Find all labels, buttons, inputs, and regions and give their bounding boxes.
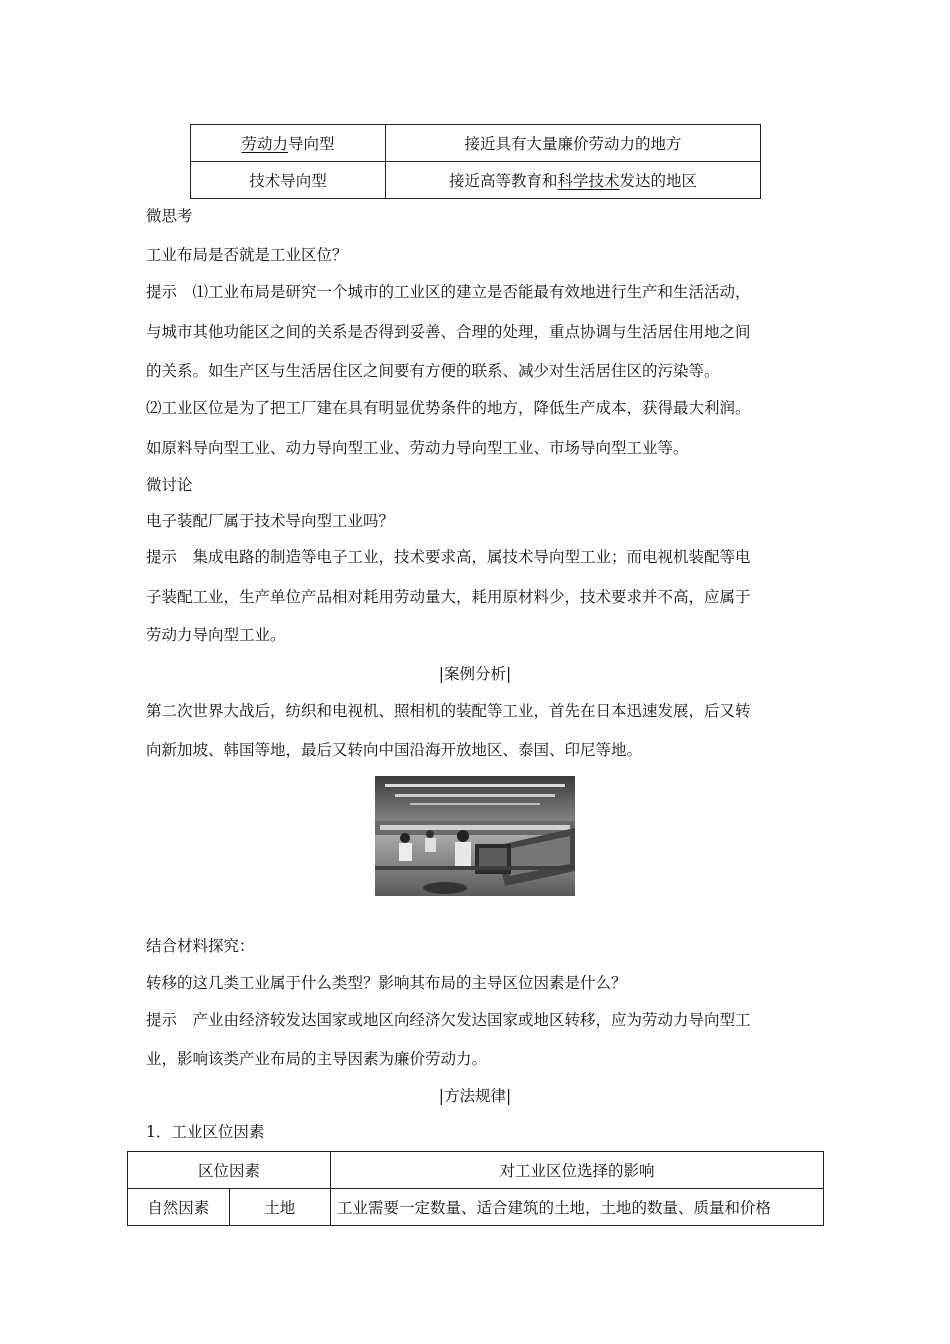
case-heading: |案例分析| [438, 665, 512, 683]
explore-question: 转移的这几类工业属于什么类型？影响其布局的主导区位因素是什么？ [146, 974, 627, 992]
explore-line: 提示 产业由经济较发达国家或地区向经济欠发达国家或地区转移，应为劳动力导向型工 [146, 1011, 751, 1029]
table-row [128, 1189, 824, 1226]
underlined-term: 科学技术 [557, 172, 620, 190]
case-line: 向新加坡、韩国等地，最后又转向中国沿海开放地区、泰国、印尼等地。 [146, 741, 643, 759]
discuss-line: 提示 集成电路的制造等电子工业，技术要求高，属技术导向型工业；而电视机装配等电 [146, 548, 751, 566]
cell-text: 发达的地区 [619, 172, 698, 190]
think-line: 如原料导向型工业、动力导向型工业、劳动力导向型工业、市场导向型工业等。 [146, 439, 689, 457]
explore-line: 业，影响该类产业布局的主导因素为廉价劳动力。 [146, 1050, 488, 1068]
table-cell: 自然因素 [128, 1189, 230, 1226]
table-row [191, 125, 761, 162]
method-heading: |方法规律| [438, 1087, 512, 1105]
orientation-table [190, 124, 761, 199]
think-line: ⑵工业区位是为了把工厂建在具有明显优势条件的地方，降低生产成本，获得最大利润。 [146, 399, 751, 417]
table-cell: 接近具有大量廉价劳动力的地方 [386, 125, 761, 162]
explore-heading: 结合材料探究： [146, 937, 255, 955]
table-header-cell: 区位因素 [128, 1152, 331, 1189]
underlined-term: 劳动力 [241, 135, 288, 153]
table-row [191, 162, 761, 199]
table-header-cell: 对工业区位选择的影响 [331, 1152, 824, 1189]
method-subheading: 1．工业区位因素 [146, 1123, 265, 1141]
table-cell: 技术导向型 [191, 162, 386, 199]
factory-photo-graphic [375, 776, 575, 896]
discuss-question: 电子装配厂属于技术导向型工业吗？ [146, 512, 395, 530]
table-cell [386, 162, 761, 199]
discuss-line: 劳动力导向型工业。 [146, 626, 286, 644]
table-cell [191, 125, 386, 162]
discuss-heading: 微讨论 [146, 476, 193, 494]
think-question: 工业布局是否就是工业区位？ [146, 246, 348, 264]
think-line: 提示 ⑴工业布局是研究一个城市的工业区的建立是否能最有效地进行生产和生活活动， [146, 283, 751, 301]
location-factor-table [127, 1151, 824, 1226]
cell-text: 接近高等教育和 [448, 172, 558, 190]
discuss-line: 子装配工业，生产单位产品相对耗用劳动量大，耗用原材料少，技术要求并不高，应属于 [146, 588, 751, 606]
table-cell: 土地 [229, 1189, 331, 1226]
think-heading: 微思考 [146, 207, 193, 225]
table-cell: 工业需要一定数量、适合建筑的土地，土地的数量、质量和价格 [331, 1189, 824, 1226]
table-header-row [128, 1152, 824, 1189]
factory-assembly-photo [375, 776, 575, 896]
think-line: 的关系。如生产区与生活居住区之间要有方便的联系、减少对生活居住区的污染等。 [146, 362, 720, 380]
think-line: 与城市其他功能区之间的关系是否得到妥善、合理的处理，重点协调与生活居住用地之间 [146, 323, 751, 341]
cell-text: 导向型 [288, 135, 335, 153]
case-line: 第二次世界大战后，纺织和电视机、照相机的装配等工业，首先在日本迅速发展，后又转 [146, 702, 751, 720]
